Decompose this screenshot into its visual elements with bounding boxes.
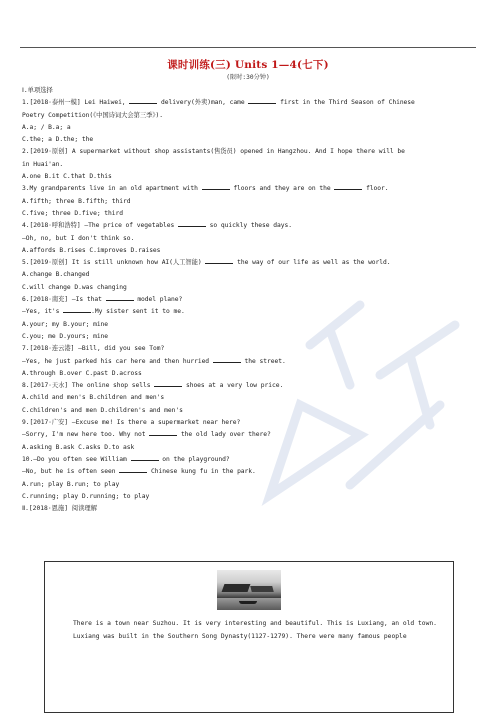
text-segment: 8.[2017·天水] The online shop sells: [22, 382, 155, 390]
text-segment: on the playground?: [158, 455, 230, 463]
text-segment: 9.[2017·广安] —Excuse me! Is there a supermarket near here?: [22, 419, 241, 427]
question-stem: [22, 183, 482, 195]
question-stem: [22, 306, 482, 318]
answer-options: A.child and men's B.children and men's: [22, 394, 165, 402]
header-rule: [20, 47, 476, 48]
text-segment: Poetry Competition(《中国诗词大会第三季》).: [22, 111, 163, 119]
answer-options: A.your; my B.your; mine: [22, 320, 109, 328]
answer-options: A.asking B.ask C.asks D.to ask: [22, 443, 135, 451]
reading-passage-box: [44, 561, 454, 713]
text-segment: floor.: [362, 185, 389, 193]
answer-blank[interactable]: [149, 429, 177, 436]
time-limit: (限时:30分钟): [226, 74, 270, 81]
question-stem: [22, 417, 482, 429]
answer-options: C.children's and men D.children's and men's: [22, 406, 183, 414]
text-segment: 3.My grandparents live in an old apartment with: [22, 185, 202, 193]
answer-options: C.running; play D.running; to play: [22, 492, 150, 500]
answer-options: A.one B.it C.that D.this: [22, 173, 112, 181]
question-stem: [22, 343, 482, 355]
text-segment: Chinese kung fu in the park.: [147, 468, 256, 476]
text-segment: shoes at a very low price.: [182, 382, 284, 390]
answer-blank[interactable]: [154, 380, 182, 387]
answer-options: A.fifth; three B.fifth; third: [22, 197, 131, 205]
text-segment: so quickly these days.: [205, 222, 292, 230]
text-segment: 4.[2018·呼和浩特] —The price of vegetables: [22, 222, 178, 230]
text-segment: .My sister sent it to me.: [91, 308, 185, 316]
text-segment: 7.[2018·连云港] —Bill, did you see Tom?: [22, 345, 165, 353]
answer-blank[interactable]: [63, 306, 91, 313]
answer-options: A.through B.over C.past D.across: [22, 369, 142, 377]
text-segment: 1.[2018·泰州一模] Lei Haiwei,: [22, 99, 130, 107]
question-stem: [22, 356, 482, 368]
text-segment: 2.[2019·原创] A supermarket without shop assistants(售货员) opened in Hangzhou. And I hope there will be: [22, 148, 405, 156]
text-segment: delivery(外卖)man, came: [157, 99, 249, 107]
passage-paragraph: Luxiang was built in the Southern Song Dynasty(1127-1279). There were many famous people: [73, 632, 407, 640]
answer-blank[interactable]: [106, 294, 134, 301]
passage-paragraph: There is a town near Suzhou. It is very interesting and beautiful. This is Luxiang, an old town.: [73, 620, 437, 627]
question-stem: [22, 466, 482, 478]
answer-blank[interactable]: [131, 454, 159, 461]
question-stem: [22, 220, 482, 232]
answer-options: C.the; a D.the; the: [22, 136, 94, 144]
text-segment: the street.: [240, 357, 286, 365]
question-stem: [22, 380, 482, 392]
answer-options: A.change B.changed: [22, 271, 90, 279]
text-segment: 5.[2019·原创] It is still unknown how AI(人工智能): [22, 259, 206, 267]
section-heading: Ⅱ.[2018·恩施] 阅读理解: [22, 505, 97, 513]
passage-text: [59, 618, 443, 643]
question-stem: [22, 454, 482, 466]
answer-options: C.five; three D.five; third: [22, 209, 124, 217]
text-segment: the way of our life as well as the world.: [233, 259, 391, 267]
question-stem: [22, 97, 482, 109]
answer-options: A.a; / B.a; a: [22, 123, 71, 131]
text-segment: —Oh, no, but I don't think so.: [22, 234, 135, 242]
question-stem: [22, 233, 482, 245]
answer-blank[interactable]: [248, 97, 276, 104]
answer-options: C.you; me D.yours; mine: [22, 332, 109, 340]
text-segment: —Yes, it's: [22, 308, 64, 316]
question-stem: [22, 110, 482, 122]
answer-blank[interactable]: [202, 183, 230, 190]
answer-options: A.affords B.rises C.improves D.raises: [22, 246, 161, 254]
answer-blank[interactable]: [129, 97, 157, 104]
answer-blank[interactable]: [178, 220, 206, 227]
question-stem: [22, 429, 482, 441]
answer-blank[interactable]: [334, 183, 362, 190]
text-segment: floors and they are on the: [229, 185, 335, 193]
answer-options: A.run; play B.run; to play: [22, 480, 120, 488]
text-segment: —No, but he is often seen: [22, 468, 120, 476]
text-segment: —Yes, he just parked his car here and then hurried: [22, 357, 213, 365]
answer-blank[interactable]: [213, 356, 241, 363]
answer-blank[interactable]: [119, 466, 147, 473]
question-stem: [22, 159, 482, 171]
text-segment: 10.—Do you often see William: [22, 455, 131, 463]
section-heading: Ⅰ.单项选择: [22, 87, 53, 94]
text-segment: 6.[2018·南充] —Is that: [22, 296, 106, 304]
question-stem: [22, 146, 482, 158]
answer-blank[interactable]: [205, 257, 233, 264]
text-segment: —Sorry, I'm new here too. Why not: [22, 431, 150, 439]
question-stem: [22, 257, 482, 269]
text-segment: the old lady over there?: [177, 431, 271, 439]
text-segment: model plane?: [133, 296, 183, 304]
text-segment: in Huai'an.: [22, 160, 64, 168]
answer-options: C.will change D.was changing: [22, 283, 127, 291]
text-segment: first in the Third Season of Chinese: [276, 99, 415, 107]
question-stem: [22, 294, 482, 306]
town-photo: [217, 570, 281, 610]
page-title: 课时训练(三) Units 1—4(七下): [167, 59, 329, 71]
question-list: [22, 85, 482, 515]
